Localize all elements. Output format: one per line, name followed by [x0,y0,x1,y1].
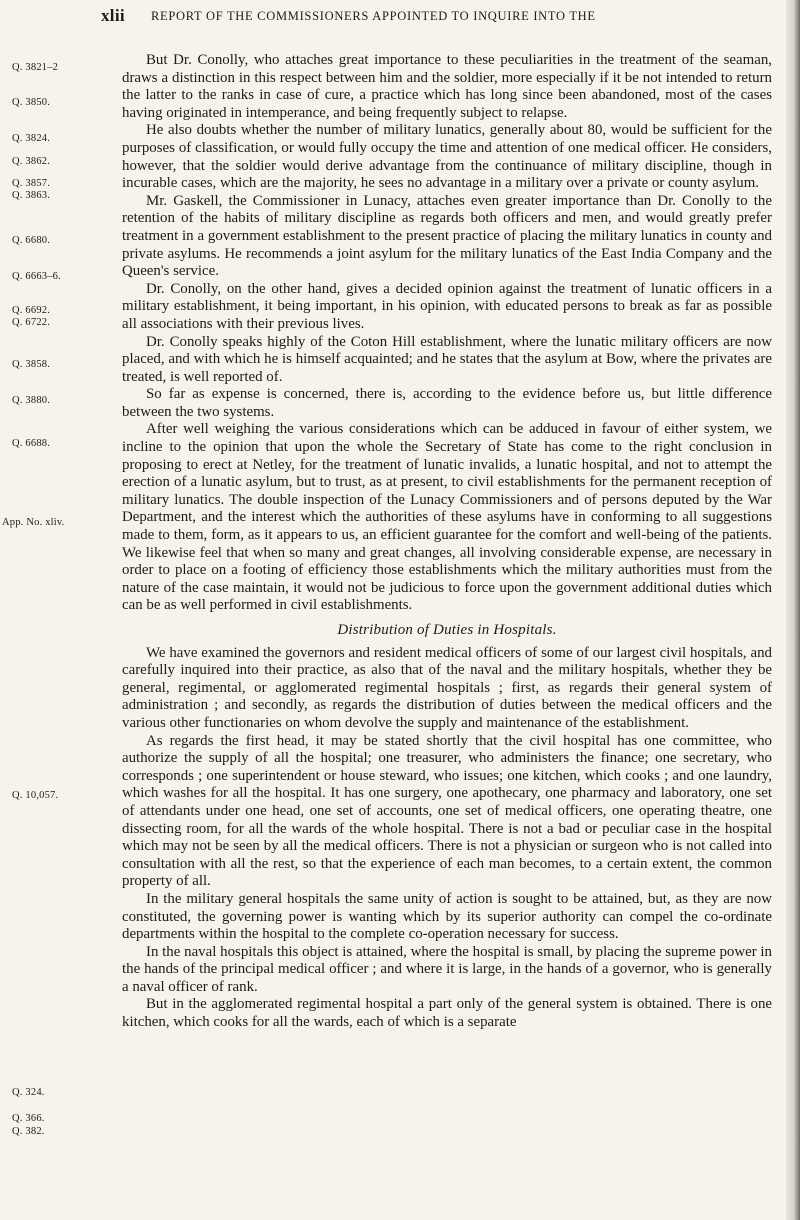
margin-note: Q. 3857. [12,178,51,189]
margin-note: Q. 6722. [12,317,51,328]
paragraph: Dr. Conolly, on the other hand, gives a decided opinion against the treatment of lunatic officers in a military establishment, it being important, in his opinion, with educated persons to break as far as possible all associations with their previous lives. [122,280,772,332]
margin-note: Q. 3858. [12,359,51,370]
margin-note: Q. 324. [12,1087,45,1098]
section-heading: Distribution of Duties in Hospitals. [337,622,557,638]
body-text [122,52,772,1032]
paragraph: As regards the first head, it may be stated shortly that the civil hospital has one committee, who authorize the supply of all the hospital; one treasurer, who administers the finance; one secretary, who corresponds ; one superintendent or house steward, who issues; one kitchen, which cooks ; and one laundry, which washes for all the hospital. It has one surgery, one apothecary, one pharmacy and laboratory, one set of attendants under one head, one set of accounts, one set of medical officers, one operating theatre, one dissecting room, for all the wards of the whole hospital. There is not a bad or peculiar case in the hospital which may not be seen by all the medical officers. There is not a physician or surgeon who is not called into consultation with all the rest, so that the experience of each man becomes, to a certain extent, the common property of all. [122,732,772,890]
margin-note: Q. 382. [12,1126,45,1137]
paragraph: In the naval hospitals this object is attained, where the hospital is small, by placing the supreme power in the hands of the principal medical officer ; and where it is large, in the hands of a governor, who is generally a naval officer of rank. [122,943,772,995]
margin-note: Q. 3821–2 [12,62,59,73]
paragraph: In the military general hospitals the same unity of action is sought to be attained, but, as they are now constituted, the governing power is wanting which by its superior authority can compel the co-ordinate departments within the hospital to the complete co-operation necessary for success. [122,890,772,943]
running-head: REPORT OF THE COMMISSIONERS APPOINTED TO INQUIRE INTO THE [151,9,596,23]
margin-note: Q. 3850. [12,97,51,108]
paragraph: After well weighing the various considerations which can be adduced in favour of either system, we incline to the opinion that upon the whole the Secretary of State has come to the right conclusion in proposing to erect at Netley, for the treatment of lunatic invalids, a lunatic hospital, and not to attempt the erection of a lunatic asylum, but to trust, as at present, to civil establishments for the permanent reception of military lunatics. The double inspection of the Lunacy Commissioners and of persons deputed by the War Department, and the interest which the authorities of these asylums have in conforming to all suggestions made to them, form, as it appears to us, an efficient guarantee for the comfort and well-being of the patients. We likewise feel that when so many and great changes, all involving considerable expense, are necessary in order to place on a footing of efficiency those establishments which the military authorities must from the nature of the case maintain, it would not be judicious to force upon the government additional duties which can be as well performed in civil establishments. [122,421,772,614]
page-edge-shadow [786,0,800,1220]
margin-note: Q. 6680. [12,235,51,246]
page-header [0,4,800,28]
paragraph: Dr. Conolly speaks highly of the Coton Hill establishment, where the lunatic military officers are now placed, and with which he is himself acquainted; and he states that the asylum at Bow, where the privates are treated, is well reported of. [122,333,772,385]
paragraph: He also doubts whether the number of military lunatics, generally about 80, would be sufficient for the purposes of classification, or would fully occupy the time and attention of one medical officer. He considers, however, that the soldier would derive advantage from the continuance of military discipline, though in incurable cases, which are the majority, he sees no advantage in a military over a private or county asylum. [122,122,772,192]
margin-note: App. No. xliv. [2,517,65,528]
page-number: xlii [101,6,125,25]
paragraph: We have examined the governors and resident medical officers of some of our largest civil hospitals, and carefully inquired into their practice, as also that of the naval and the military hospitals, whether they be general, regimental, or agglomerated regimental hospitals ; first, as regards their general system of administration ; and secondly, as regards the distribution of duties between the medical officers and the various other functionaries on whom devolve the supply and maintenance of the establishment. [122,644,772,731]
paragraph: Mr. Gaskell, the Commissioner in Lunacy, attaches even greater importance than Dr. Conolly to the retention of the habits of military discipline as regards both officers and men, and would greatly prefer treatment in a government establishment to the present practice of placing the military lunatics in county and private asylums. He recommends a joint asylum for the military lunatics of the East India Company and the Queen's service. [122,192,772,280]
margin-note: Q. 10,057. [12,790,59,801]
margin-notes [0,0,110,1220]
margin-note: Q. 3862. [12,156,51,167]
paragraph: So far as expense is concerned, there is, according to the evidence before us, but little difference between the two systems. [122,386,772,420]
paragraph: But in the agglomerated regimental hospital a part only of the general system is obtained. There is one kitchen, which cooks for all the wards, each of which is a separate [122,996,772,1031]
margin-note: Q. 3824. [12,133,51,144]
margin-note: Q. 6663–6. [12,271,61,282]
margin-note: Q. 6688. [12,438,51,449]
margin-note: Q. 366. [12,1113,45,1124]
paragraph: But Dr. Conolly, who attaches great importance to these peculiarities in the treatment of the seaman, draws a distinction in this respect between him and the soldier, more especially if it be not intended to return the latter to the ranks in case of cure, a practice which has long since been abandoned, most of the cases having originated in intemperance, and being frequently subject to relapse. [122,52,772,121]
margin-note: Q. 3863. [12,190,51,201]
margin-note: Q. 3880. [12,395,51,406]
margin-note: Q. 6692. [12,305,51,316]
